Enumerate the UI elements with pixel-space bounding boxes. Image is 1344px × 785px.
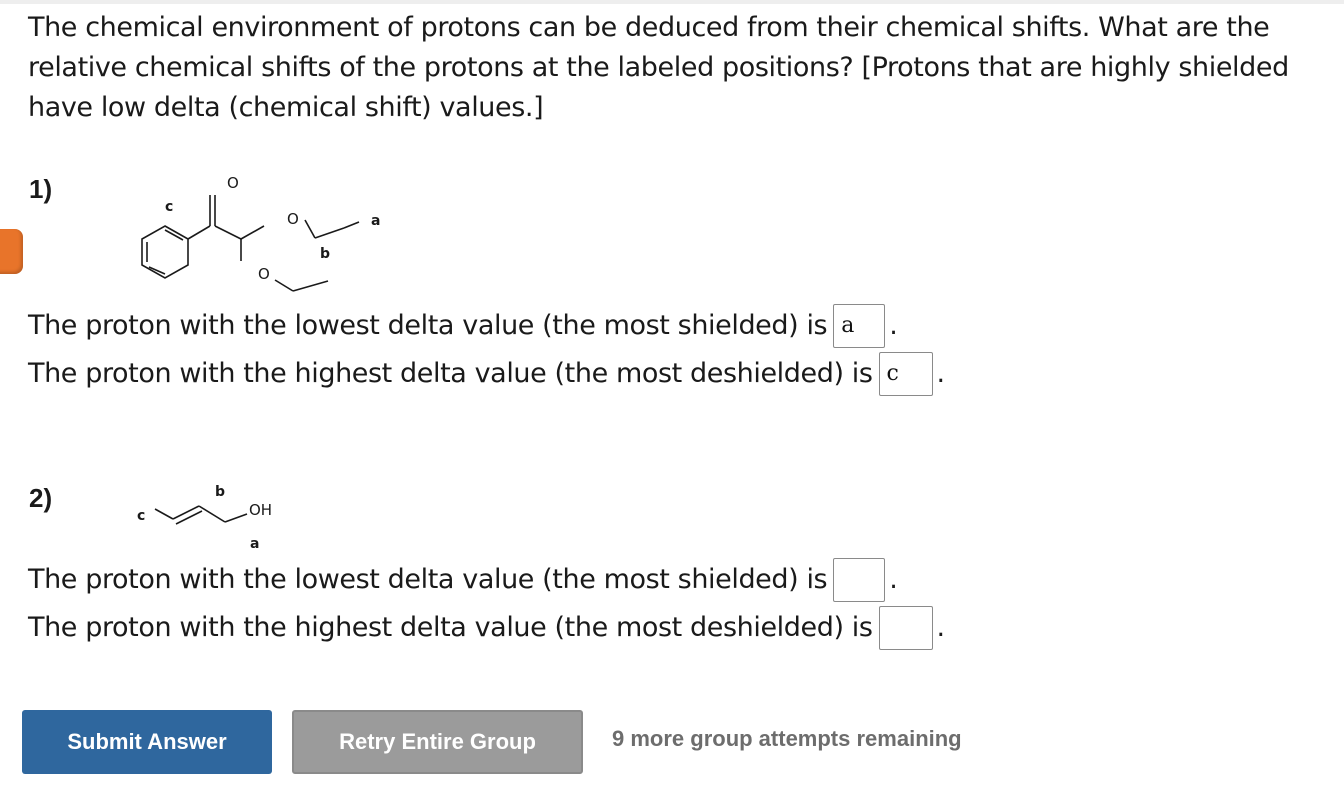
label-b: b <box>320 246 331 262</box>
top-divider <box>0 0 1344 4</box>
attempts-remaining-text: 9 more group attempts remaining <box>612 726 962 751</box>
part-1-highest-period: . <box>936 358 945 389</box>
part-2-highest-prompt: The proton with the highest delta value (the most deshielded) is <box>28 612 873 643</box>
molecule-2-structure <box>135 478 335 553</box>
label-a: a <box>371 213 381 229</box>
part-2-highest-period: . <box>936 612 945 643</box>
ether-o-upper-label: O <box>287 210 299 228</box>
label-a: a <box>250 536 260 552</box>
part-1-lowest-row <box>28 304 897 348</box>
part-2-lowest-prompt: The proton with the lowest delta value (the most shielded) is <box>28 564 828 595</box>
part-1-lowest-prompt: The proton with the lowest delta value (the most shielded) is <box>28 310 828 341</box>
part-1-number: 1) <box>29 174 53 204</box>
side-tab-marker[interactable] <box>0 229 23 274</box>
part-2-lowest-period: . <box>889 564 898 595</box>
part-1-highest-answer-input[interactable]: c <box>879 352 933 396</box>
part-2-lowest-answer-input[interactable] <box>833 558 885 602</box>
oh-label: OH <box>249 501 273 519</box>
part-1-lowest-period: . <box>889 310 898 341</box>
ether-o-lower-label: O <box>258 265 270 283</box>
submit-answer-button[interactable]: Submit Answer <box>22 710 272 774</box>
carbonyl-o-label: O <box>227 174 239 192</box>
part-2-lowest-row <box>28 558 897 602</box>
part-2-number: 2) <box>29 483 53 513</box>
label-b: b <box>215 484 226 500</box>
part-1-highest-row <box>28 352 945 396</box>
part-2-highest-row <box>28 606 945 650</box>
part-2-highest-answer-input[interactable] <box>879 606 933 650</box>
retry-entire-group-button[interactable]: Retry Entire Group <box>292 710 583 774</box>
label-c: c <box>137 508 146 524</box>
part-1-lowest-answer-input[interactable]: a <box>833 304 885 348</box>
part-1-highest-prompt: The proton with the highest delta value (the most deshielded) is <box>28 358 873 389</box>
question-text: The chemical environment of protons can be deduced from their chemical shifts. What are the relative chemical shifts of the protons at the labeled positions? [Protons that are highly shielded have low delta (chemical shift) values.] <box>28 12 1289 123</box>
label-c: c <box>165 199 174 215</box>
molecule-1-structure <box>135 168 395 298</box>
